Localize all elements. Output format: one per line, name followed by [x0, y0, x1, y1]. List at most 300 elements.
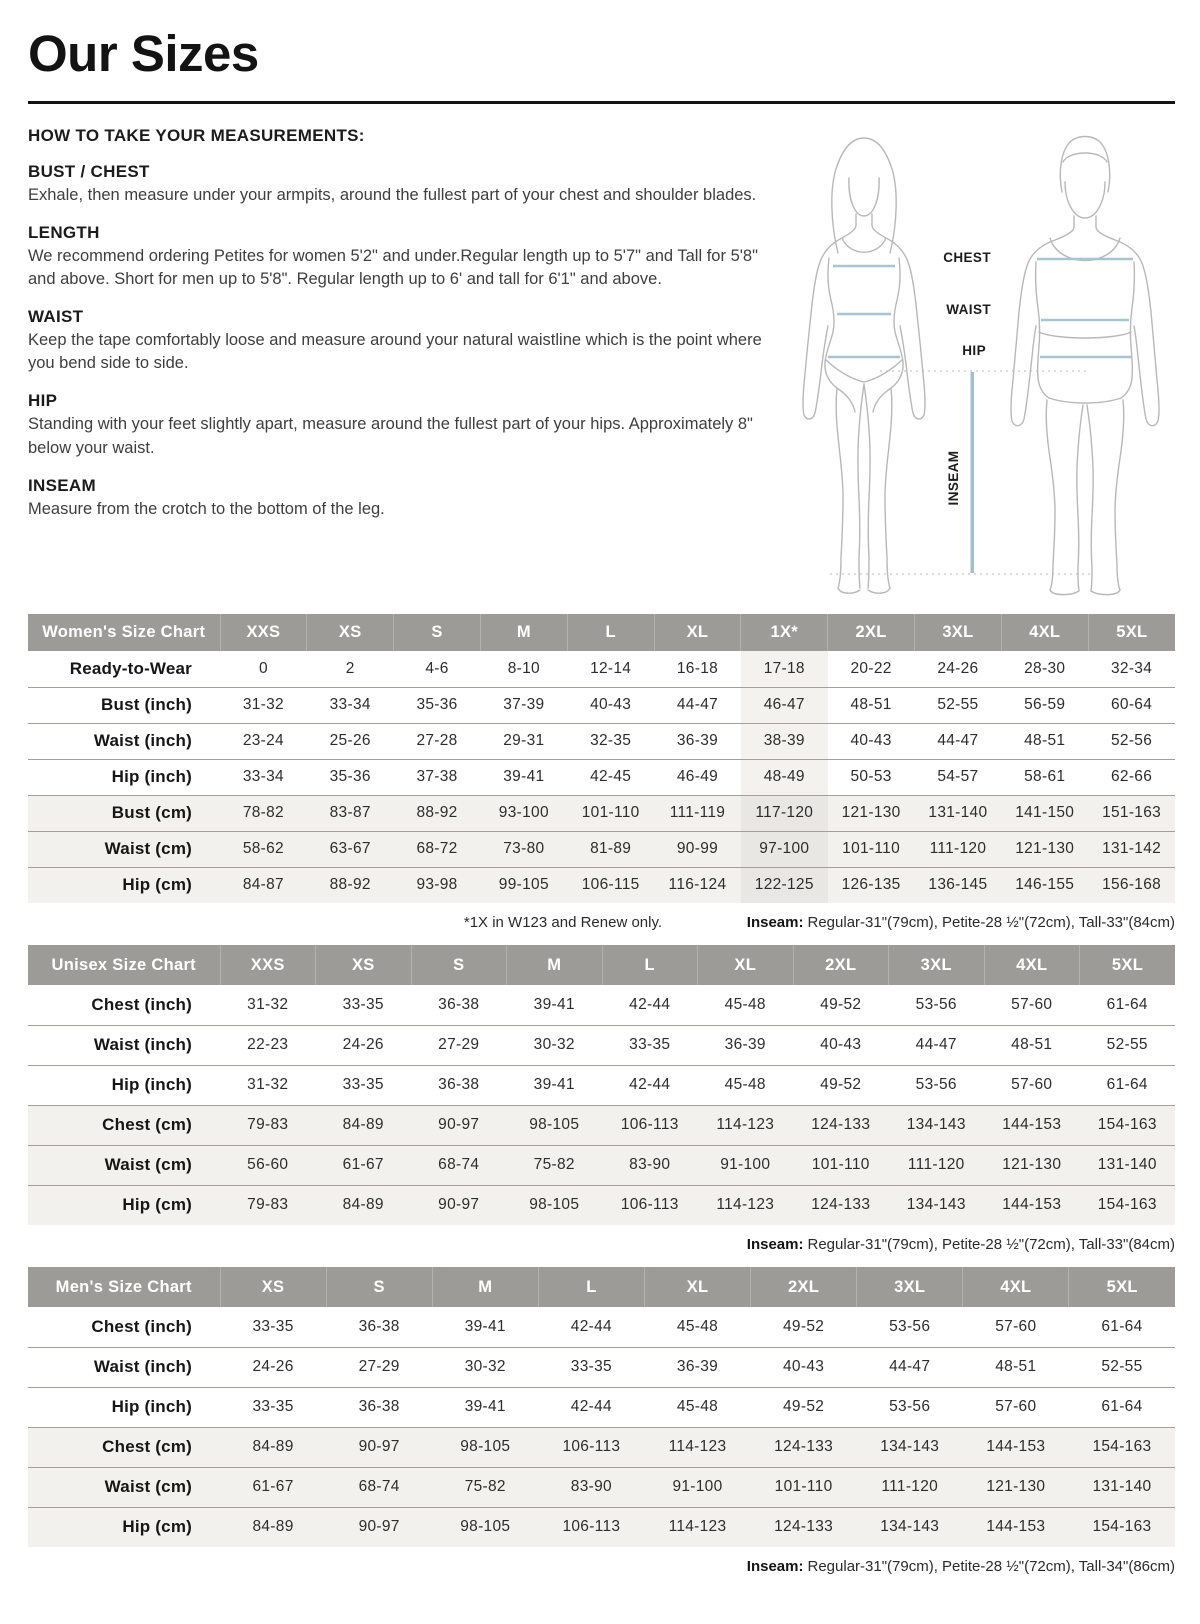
size-cell: 73-80	[503, 840, 545, 857]
size-cell: 42-44	[629, 995, 671, 1013]
column-header-4xl: 4XL	[1001, 614, 1088, 651]
hip-label: HIP	[962, 343, 986, 358]
column-header-3xl: 3XL	[889, 945, 985, 985]
size-cell: 44-47	[676, 696, 719, 713]
column-header-5xl: 5XL	[1088, 614, 1175, 651]
row-label: Hip (cm)	[122, 875, 192, 895]
row-label: Hip (cm)	[122, 1195, 192, 1215]
column-header-4xl: 4XL	[984, 945, 1080, 985]
waist-label: WAIST	[946, 302, 991, 317]
section-heading-inseam: INSEAM	[28, 475, 96, 495]
top-section	[28, 124, 1175, 596]
size-cell: 45-48	[676, 1317, 719, 1335]
size-cell: 22-23	[247, 1036, 289, 1053]
size-cell: 124-133	[811, 1116, 871, 1133]
woman-figure	[803, 138, 925, 593]
column-header-xxs: XXS	[220, 614, 307, 651]
size-cell: 12-14	[590, 659, 632, 677]
section-heading-hip: HIP	[28, 391, 58, 411]
size-cell: 134-143	[880, 1518, 940, 1536]
size-cell: 144-153	[986, 1518, 1046, 1536]
row-label: Chest (cm)	[102, 1115, 192, 1134]
size-cell: 84-89	[252, 1438, 294, 1455]
size-cell: 25-26	[329, 732, 371, 749]
size-cell: 124-133	[811, 1196, 871, 1214]
size-cell: 154-163	[1092, 1438, 1152, 1455]
size-cell: 39-41	[464, 1317, 506, 1335]
size-cell: 121-130	[1002, 1156, 1062, 1173]
column-header-xl: XL	[644, 1267, 750, 1307]
size-cell: 45-48	[724, 995, 766, 1013]
size-cell: 124-133	[774, 1438, 834, 1455]
section-heading-bust-chest: BUST / CHEST	[28, 162, 150, 181]
size-cell: 31-32	[247, 995, 289, 1013]
row-label: Hip (inch)	[111, 1075, 192, 1094]
size-cell: 63-67	[329, 840, 371, 857]
size-cell: 24-26	[342, 1036, 384, 1053]
size-cell: 61-67	[252, 1478, 294, 1495]
size-cell: 44-47	[915, 1036, 957, 1053]
size-cell: 53-56	[915, 995, 957, 1013]
size-cell: 40-43	[783, 1358, 825, 1375]
row-label: Waist (inch)	[93, 731, 192, 750]
size-cell: 49-52	[820, 1076, 862, 1093]
size-cell: 154-163	[1097, 1196, 1157, 1214]
section-body: Measure from the crotch to the bottom of the leg.	[28, 499, 385, 518]
column-header-m: M	[507, 945, 603, 985]
page-title: Our Sizes	[28, 25, 259, 82]
size-cell: 117-120	[741, 795, 828, 831]
section-heading-waist: WAIST	[28, 307, 84, 327]
column-header-4xl: 4XL	[963, 1267, 1069, 1307]
size-cell: 121-130	[841, 804, 901, 821]
size-cell: 79-83	[247, 1196, 289, 1214]
size-cell: 29-31	[503, 732, 545, 749]
size-cell: 111-120	[907, 1156, 965, 1173]
row-label: Chest (cm)	[102, 1437, 192, 1456]
column-header-1x: 1X*	[741, 614, 828, 651]
size-cell: 53-56	[889, 1317, 931, 1335]
size-cell: 101-110	[842, 840, 901, 857]
footnote-inseam-text: Regular-31"(79cm), Petite-28 ½"(72cm), Tall-33"(84cm)	[807, 914, 1175, 931]
size-cell: 98-105	[529, 1116, 580, 1133]
size-cell: 75-82	[464, 1478, 506, 1495]
size-cell: 39-41	[533, 1076, 575, 1093]
size-cell: 99-105	[498, 876, 549, 894]
column-header-3xl: 3XL	[857, 1267, 963, 1307]
size-cell: 114-123	[716, 1116, 775, 1133]
size-cell: 68-74	[438, 1156, 480, 1173]
size-cell: 122-125	[741, 867, 828, 903]
footnote-inseam	[747, 1558, 1175, 1575]
size-cell: 101-110	[774, 1478, 833, 1495]
size-cell: 124-133	[774, 1518, 834, 1536]
table-row	[28, 759, 1175, 795]
size-cell: 36-39	[724, 1036, 766, 1053]
size-cell: 106-113	[562, 1438, 621, 1455]
table-row	[28, 723, 1175, 759]
size-cell: 33-35	[252, 1317, 294, 1335]
column-header-2xl: 2XL	[828, 614, 915, 651]
size-cell: 45-48	[724, 1076, 766, 1093]
size-cell: 27-29	[358, 1358, 400, 1375]
size-cell: 84-89	[252, 1518, 294, 1536]
table-row	[28, 651, 1175, 687]
size-cell: 90-97	[438, 1196, 480, 1214]
size-cell: 48-51	[1011, 1036, 1053, 1053]
size-cell: 83-90	[629, 1156, 671, 1173]
size-cell: 35-36	[416, 696, 458, 713]
size-cell: 24-26	[252, 1358, 294, 1375]
footnote-note: *1X in W123 and Renew only.	[463, 914, 663, 931]
size-cell: 61-64	[1101, 1317, 1143, 1335]
size-cell: 98-105	[529, 1196, 580, 1214]
inseam-label: INSEAM	[946, 450, 961, 506]
size-cell: 28-30	[1024, 659, 1066, 677]
size-cell: 32-35	[590, 732, 632, 749]
size-cell: 111-120	[881, 1478, 939, 1495]
size-cell: 46-49	[676, 768, 719, 785]
column-header-s: S	[394, 614, 481, 651]
size-cell: 106-113	[562, 1518, 621, 1536]
size-cell: 57-60	[995, 1398, 1037, 1415]
size-cell: 24-26	[937, 659, 979, 677]
size-cell: 134-143	[880, 1438, 940, 1455]
size-cell: 56-59	[1024, 696, 1066, 713]
chest-label: CHEST	[943, 250, 991, 265]
section-heading-length: LENGTH	[28, 223, 100, 243]
size-cell: 38-39	[741, 723, 828, 759]
size-cell: 111-119	[669, 804, 726, 821]
size-cell: 49-52	[820, 995, 862, 1013]
column-header-3xl: 3XL	[915, 614, 1002, 651]
footnote-inseam-label: Inseam:	[746, 914, 804, 931]
size-cell: 141-150	[1015, 804, 1075, 821]
size-cell: 36-39	[676, 1358, 719, 1375]
table-row	[28, 867, 1175, 903]
man-figure	[1011, 137, 1159, 595]
size-guide-page	[0, 24, 1200, 1575]
size-cell: 131-140	[928, 804, 988, 821]
table-footnote	[28, 914, 1175, 931]
size-cell: 48-51	[850, 696, 892, 713]
size-cell: 61-64	[1101, 1398, 1143, 1415]
table-row	[28, 1185, 1175, 1225]
size-cell: 101-110	[811, 1156, 870, 1173]
size-cell: 23-24	[242, 732, 284, 749]
table-row	[28, 1467, 1175, 1507]
size-cell: 121-130	[986, 1478, 1046, 1495]
size-cell: 46-47	[741, 687, 828, 723]
size-cell: 40-43	[590, 696, 632, 713]
table-row	[28, 1105, 1175, 1145]
size-cell: 75-82	[533, 1156, 575, 1173]
size-cell: 33-34	[329, 696, 371, 713]
size-cell: 83-90	[570, 1478, 612, 1495]
size-cell: 57-60	[995, 1317, 1037, 1335]
measurement-figure	[780, 126, 1175, 596]
row-label: Waist (cm)	[104, 839, 192, 858]
size-cell: 151-163	[1102, 804, 1162, 821]
table-row	[28, 1065, 1175, 1105]
size-cell: 68-74	[358, 1478, 400, 1495]
row-label: Waist (inch)	[93, 1357, 192, 1376]
size-cell: 40-43	[820, 1036, 862, 1053]
size-cell: 90-97	[358, 1438, 400, 1455]
size-cell: 58-61	[1024, 768, 1066, 785]
header-row	[28, 945, 1175, 985]
row-label: Hip (inch)	[111, 1397, 192, 1416]
row-label: Hip (cm)	[122, 1517, 192, 1537]
body-measurement-diagram	[780, 126, 1175, 596]
table-row	[28, 1427, 1175, 1467]
table-row	[28, 1347, 1175, 1387]
size-cell: 44-47	[937, 732, 979, 749]
size-cell: 131-140	[1097, 1156, 1157, 1173]
size-cell: 33-35	[342, 1076, 384, 1093]
table-title: Women's Size Chart	[28, 614, 220, 651]
header-row	[28, 1267, 1175, 1307]
size-cell: 60-64	[1110, 696, 1153, 713]
column-header-xs: XS	[307, 614, 394, 651]
size-cell: 88-92	[416, 804, 458, 821]
size-cell: 52-55	[1106, 1036, 1148, 1053]
size-charts	[28, 614, 1175, 1575]
inseam-line	[971, 372, 975, 573]
size-cell: 42-44	[570, 1317, 612, 1335]
size-cell: 98-105	[460, 1438, 511, 1455]
title-divider	[28, 101, 1175, 104]
row-label: Waist (cm)	[104, 1155, 192, 1174]
size-cell: 16-18	[676, 659, 719, 677]
size-cell: 134-143	[906, 1116, 966, 1133]
size-cell: 27-29	[438, 1036, 480, 1053]
size-cell: 97-100	[741, 831, 828, 867]
size-cell: 44-47	[889, 1358, 931, 1375]
size-cell: 20-22	[850, 659, 892, 677]
size-cell: 144-153	[1002, 1196, 1062, 1214]
size-cell: 57-60	[1011, 995, 1053, 1013]
size-cell: 126-135	[841, 876, 901, 894]
table-row	[28, 1387, 1175, 1427]
column-header-2xl: 2XL	[751, 1267, 857, 1307]
size-cell: 98-105	[460, 1518, 511, 1536]
size-cell: 68-72	[416, 840, 458, 857]
size-cell: 131-140	[1092, 1478, 1152, 1495]
size-cell: 37-38	[416, 768, 458, 785]
size-cell: 91-100	[720, 1156, 771, 1173]
size-cell: 54-57	[937, 768, 979, 785]
size-cell: 116-124	[668, 876, 727, 894]
size-cell: 53-56	[915, 1076, 957, 1093]
table-row	[28, 1307, 1175, 1347]
size-cell: 90-97	[358, 1518, 400, 1536]
column-header-xl: XL	[698, 945, 794, 985]
size-cell: 57-60	[1011, 1076, 1053, 1093]
size-cell: 84-89	[342, 1116, 384, 1133]
women-s-size-chart	[28, 614, 1175, 903]
size-cell: 36-38	[438, 995, 480, 1013]
measurement-instructions	[28, 124, 774, 596]
size-cell: 131-142	[1102, 840, 1162, 857]
size-cell: 81-89	[590, 840, 632, 857]
row-label: Bust (cm)	[111, 803, 192, 822]
column-header-m: M	[432, 1267, 538, 1307]
size-cell: 136-145	[928, 876, 988, 894]
size-cell: 106-113	[620, 1116, 679, 1133]
table-row	[28, 1145, 1175, 1185]
section-body: Keep the tape comfortably loose and measure around your natural waistline which is the point where you bend side to side.	[28, 331, 762, 373]
column-header-m: M	[480, 614, 567, 651]
row-label: Ready-to-Wear	[69, 658, 192, 678]
size-cell: 88-92	[329, 876, 371, 894]
size-cell: 56-60	[247, 1156, 289, 1173]
column-header-xs: XS	[220, 1267, 326, 1307]
size-cell: 62-66	[1110, 768, 1153, 785]
size-cell: 8-10	[507, 659, 540, 677]
size-cell: 39-41	[533, 995, 575, 1013]
size-cell: 154-163	[1092, 1518, 1152, 1536]
size-cell: 36-38	[358, 1317, 400, 1335]
size-cell: 84-87	[242, 876, 284, 894]
column-header-5xl: 5XL	[1080, 945, 1176, 985]
size-cell: 52-55	[937, 696, 979, 713]
footnote-inseam	[747, 1236, 1175, 1253]
table-row	[28, 687, 1175, 723]
unisex-size-chart	[28, 945, 1175, 1225]
instruction-sections	[28, 162, 774, 521]
size-cell: 83-87	[329, 804, 371, 821]
size-cell: 61-67	[342, 1156, 384, 1173]
size-cell: 106-115	[581, 876, 640, 894]
size-cell: 2	[345, 659, 355, 677]
size-cell: 42-44	[629, 1076, 671, 1093]
size-cell: 35-36	[329, 768, 371, 785]
footnote-inseam	[747, 914, 1175, 931]
size-cell: 0	[258, 659, 268, 677]
size-cell: 84-89	[342, 1196, 384, 1214]
size-cell: 114-123	[668, 1438, 727, 1455]
instructions-heading: HOW TO TAKE YOUR MEASUREMENTS:	[28, 126, 365, 145]
size-cell: 33-35	[342, 995, 384, 1013]
section-body: Standing with your feet slightly apart, measure around the fullest part of your hips. Approximately 8" below your waist.	[28, 415, 753, 457]
size-cell: 154-163	[1097, 1116, 1157, 1133]
row-label: Hip (inch)	[111, 767, 192, 786]
row-label: Waist (cm)	[104, 1477, 192, 1496]
size-cell: 4-6	[425, 659, 449, 677]
size-cell: 146-155	[1015, 876, 1075, 894]
size-cell: 114-123	[716, 1196, 775, 1214]
column-header-l: L	[567, 614, 654, 651]
size-cell: 30-32	[464, 1358, 506, 1375]
size-cell: 101-110	[581, 804, 640, 821]
row-label: Bust (inch)	[101, 695, 192, 714]
footnote-inseam-label: Inseam:	[746, 1236, 804, 1253]
size-cell: 90-99	[676, 840, 719, 857]
column-header-xl: XL	[654, 614, 741, 651]
size-cell: 90-97	[438, 1116, 480, 1133]
size-cell: 42-44	[570, 1398, 612, 1415]
size-cell: 144-153	[986, 1438, 1046, 1455]
row-label: Chest (inch)	[91, 994, 192, 1014]
size-cell: 39-41	[503, 768, 545, 785]
size-cell: 78-82	[242, 804, 284, 821]
size-cell: 39-41	[464, 1398, 506, 1415]
size-cell: 156-168	[1102, 876, 1162, 894]
size-cell: 114-123	[668, 1518, 727, 1536]
size-cell: 36-38	[358, 1398, 400, 1415]
size-cell: 58-62	[242, 840, 284, 857]
size-cell: 52-56	[1110, 732, 1153, 749]
size-cell: 33-35	[252, 1398, 294, 1415]
size-cell: 40-43	[850, 732, 892, 749]
size-cell: 36-38	[438, 1076, 480, 1093]
size-cell: 134-143	[906, 1196, 966, 1214]
section-body: Exhale, then measure under your armpits, around the fullest part of your chest and shoulder blades.	[28, 186, 757, 204]
table-row	[28, 1025, 1175, 1065]
size-cell: 106-113	[620, 1196, 679, 1214]
section-body: We recommend ordering Petites for women 5'2" and under.Regular length up to 5'7" and Tall for 5'8" and above. Short for men up to 5'8". Regular length up to 6' and tall for 6'1" and above.	[28, 247, 758, 289]
size-cell: 121-130	[1015, 840, 1075, 857]
size-cell: 31-32	[247, 1076, 289, 1093]
table-title: Men's Size Chart	[28, 1267, 220, 1307]
column-header-xxs: XXS	[220, 945, 316, 985]
table-row	[28, 1507, 1175, 1547]
table-footnote	[28, 1558, 1175, 1575]
size-cell: 48-49	[741, 759, 828, 795]
column-header-s: S	[326, 1267, 432, 1307]
size-cell: 93-100	[498, 804, 549, 821]
table-row	[28, 831, 1175, 867]
size-cell: 93-98	[416, 876, 458, 894]
size-cell: 17-18	[741, 651, 828, 687]
size-cell: 50-53	[850, 768, 892, 785]
header-row	[28, 614, 1175, 651]
size-cell: 33-35	[629, 1036, 671, 1053]
column-header-s: S	[411, 945, 507, 985]
row-label: Chest (inch)	[91, 1316, 192, 1336]
column-header-2xl: 2XL	[793, 945, 889, 985]
size-cell: 144-153	[1002, 1116, 1062, 1133]
size-cell: 111-120	[929, 840, 987, 857]
size-cell: 52-55	[1101, 1358, 1143, 1375]
size-cell: 61-64	[1106, 995, 1148, 1013]
size-cell: 31-32	[242, 696, 284, 713]
column-header-xs: XS	[316, 945, 412, 985]
column-header-5xl: 5XL	[1069, 1267, 1175, 1307]
size-cell: 48-51	[1024, 732, 1066, 749]
table-footnote	[28, 1236, 1175, 1253]
table-row	[28, 795, 1175, 831]
size-cell: 61-64	[1106, 1076, 1148, 1093]
size-cell: 33-34	[242, 768, 284, 785]
footnote-inseam-text: Regular-31"(79cm), Petite-28 ½"(72cm), Tall-33"(84cm)	[807, 1236, 1175, 1253]
size-cell: 53-56	[889, 1398, 931, 1415]
footnote-inseam-label: Inseam:	[746, 1558, 804, 1575]
footnote-inseam-text: Regular-31"(79cm), Petite-28 ½"(72cm), Tall-34"(86cm)	[807, 1558, 1175, 1575]
men-s-size-chart	[28, 1267, 1175, 1547]
size-cell: 32-34	[1110, 659, 1153, 677]
size-cell: 33-35	[570, 1358, 612, 1375]
size-cell: 49-52	[783, 1398, 825, 1415]
size-cell: 30-32	[533, 1036, 575, 1053]
size-cell: 37-39	[503, 696, 545, 713]
size-cell: 27-28	[416, 732, 458, 749]
column-header-l: L	[538, 1267, 644, 1307]
size-cell: 79-83	[247, 1116, 289, 1133]
row-label: Waist (inch)	[93, 1035, 192, 1054]
column-header-l: L	[602, 945, 698, 985]
